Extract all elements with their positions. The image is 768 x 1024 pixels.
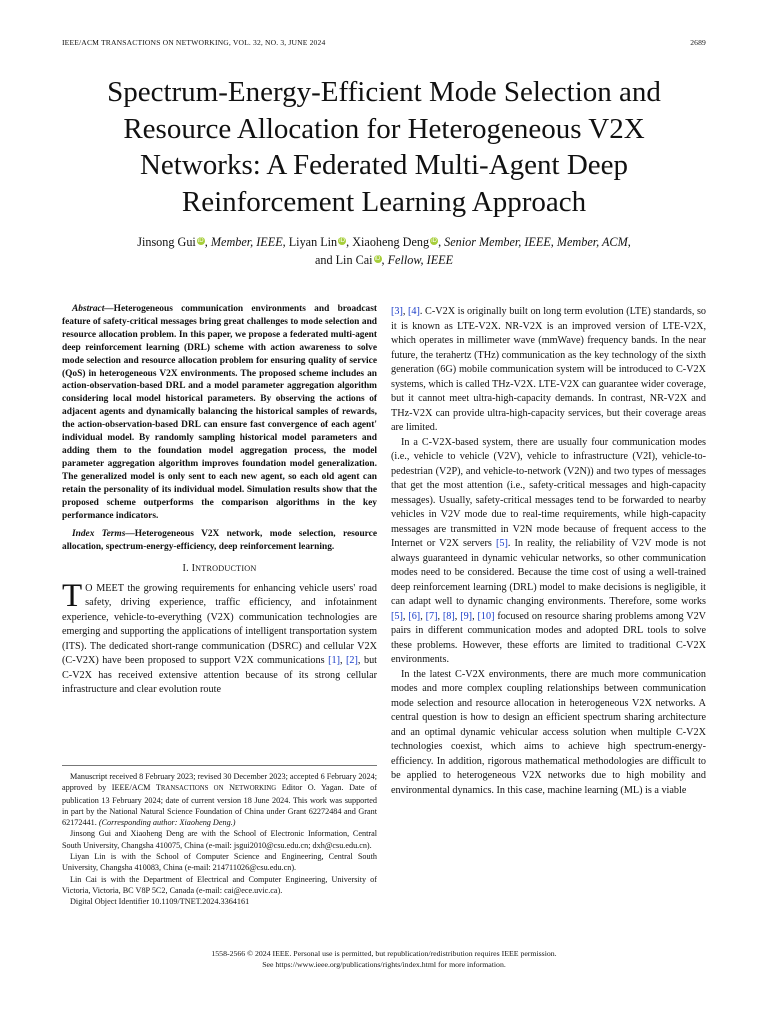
author-name: Liyan Lin: [288, 235, 338, 249]
footnote: Jinsong Gui and Xiaoheng Deng are with the School of Electronic Information, Central South University, Changsha 410075, China (e-mail: jsgui2010@csu.edu.cn; dxh@csu.edu.cn).: [62, 829, 377, 850]
footnote: Liyan Lin is with the School of Computer Science and Engineering, Central South University, Changsha 410083, China (e-mail: 214711026@csu.edu.cn).: [62, 852, 377, 873]
intro-paragraph: T O MEET the growing requirements for enhancing vehicle users' road safety, driving experience, traffic efficiency, and infotainment experience, vehicle-to-everything (V2X) communication technologies are emerging and supporting the applications of intelligent transportation system (ITS). The dedicated short-range communication (DSRC) and cellular V2X (C-V2X) have been proposed to support V2X communications [1], [2], but C-V2X has received extensive attention because of its strong cellular infrastructure and clear evolution route: [62, 577, 377, 696]
drop-cap: T: [62, 577, 83, 614]
abstract-label: Abstract—: [72, 304, 114, 314]
orcid-icon[interactable]: iD: [431, 238, 437, 244]
citation-link[interactable]: [5]: [495, 538, 508, 549]
journal-name: IEEE/ACM TRANSACTIONS ON NETWORKING, VOL. 32, NO. 3, JUNE 2024: [62, 38, 326, 47]
paper-title: Spectrum-Energy-Efficient Mode Selection and Resource Allocation for Heterogeneous V2X Networks: A Federated Multi-Agent Deep Reinforcement Learning Approach: [107, 76, 661, 218]
author-role: Member, IEEE: [210, 235, 283, 249]
intro-paragraph-continued: [3], [4]. C-V2X is originally built on long term evolution (LTE) standards, so it is known as LTE-V2X. NR-V2X is an improved version of LTE-V2X, which operates in millimeter wave (mmWave) frequency bands. In the near future, the terahertz (THz) communication as the key technology of the sixth generation (6G) mobile communication system will be introduced to C-V2X systems, which is called THz-V2X. LTE-V2X can guarantee wider coverage, but it cannot meet ultra-high-capacity demands. In contrast, NR-V2X and THz-V2X can provide ultra-high-capacity services, but their coverage areas are limited.: [391, 306, 707, 433]
citation-link[interactable]: [3]: [391, 306, 403, 317]
orcid-icon[interactable]: iD: [197, 238, 204, 244]
index-terms-text: Heterogeneous V2X network, mode selection, resource allocation, spectrum-energy-efficiency, deep reinforcement learning.: [62, 529, 377, 553]
abstract-text: Heterogeneous communication environments and broadcast feature of safety-critical messages bring great challenges to mode selection and resource allocation problem. In this paper, we propose a federated multi-agent deep reinforcement learning (DRL) scheme with action awareness to solve mode selection and resource allocation problem for ensuring quality of service (QoS) in heterogeneous V2X environments. The proposed scheme includes an action-observation-based DRL and a model parameter aggregation algorithm considering local model historical parameters. By observing the actions of adjacent agents and dynamically balancing the historical samples of rewards, the action-observation-based DRL can ensure fast convergence of each agent' individual model. By randomly sampling historical model parameters and adding them to the foundation model aggregation process, the model parameter aggregation algorithm improves foundation model generalization. The generalized model is only sent to each new agent, so each old agent can retain the personality of its individual model. Simulation results show that the proposed scheme outperforms the comparison algorithms in the key performance indicators.: [62, 304, 377, 521]
footnotes: [62, 765, 377, 908]
index-terms-label: Index Terms—: [72, 529, 135, 540]
citation-link[interactable]: [1]: [328, 655, 340, 667]
intro-paragraph: In the latest C-V2X environments, there are much more communication modes and more complex coupling relationships between communication mode selection and resource allocation in heterogeneous V2X networks. A central question is how to design an efficient spectrum sharing architecture and an optimal dynamic vehicular access solution when multiple C-V2X technologies coexist, which aims to achieve high spectrum-energy-efficiency. In addition, rigorous mathematical methodologies are difficult to be applied to heterogeneous V2X networks due to high mobility and environmental dynamics. In this case, machine learning (ML) is a viable: [391, 668, 706, 796]
page-number: 2689: [690, 38, 706, 47]
citation-link[interactable]: [6]: [408, 610, 421, 622]
section-heading: I. INTRODUCTION: [182, 563, 257, 575]
citation-link[interactable]: [9]: [460, 610, 473, 622]
intro-paragraph: In a C-V2X-based system, there are usually four communication modes (i.e., vehicle to vehicle (V2V), vehicle to infrastructure (V2I), vehicle-to-pedestrian (V2P), and vehicle-to-network (V2N)) and two types of messages that get the most attention (i.e., safety-critical messages and high-capacity messages). Usually, safety-critical messages tend to be forwarded to nearby vehicles in V2V mode due to real-time requirements, while high-capacity messages are transmitted in V2N mode because of frequent access to the Internet or V2X servers [5]. In reality, the reliability of V2V mode is not always guaranteed in dynamic vehicular networks, so other communication modes need to be considered. Because the time cost of using a well-trained deep reinforcement learning (DRL) model to make decisions is negligible, it can adapt well to dynamic changing environments. Therefore, some works [5], [6], [7], [8], [9], [10] focused on resource sharing problems among V2V pairs in different communication modes and adopted DRL tools to solve these problems. However, these efforts are limited to traditional C-V2X environments.: [391, 436, 707, 665]
footnote: Lin Cai is with the Department of Electrical and Computer Engineering, University of Victoria, Victoria, BC V8P 5C2, Canada (e-mail: cai@ece.uvic.ca).: [62, 874, 377, 895]
author-role: Fellow, IEEE: [387, 253, 454, 267]
footnote: Manuscript received 8 February 2023; revised 30 December 2023; accepted 6 February 2024; approved by IEEE/ACM TRANSACTIONS ON NETWORKING Editor O. Yagan. Date of publication 13 February 2024; date of current version 18 June 2024. This work was supported in part by the National Natural Science Foundation of China under Grant 62272484 and Grant 62172441. (Corresponding author: Xiaoheng Deng.): [62, 772, 377, 828]
footnote: Digital Object Identifier 10.1109/TNET.2024.3364161: [70, 897, 250, 907]
citation-link[interactable]: [7]: [425, 610, 438, 622]
orcid-icon[interactable]: iD: [374, 256, 381, 262]
citation-link[interactable]: [10]: [477, 610, 495, 622]
author-name: Lin Cai: [335, 253, 373, 267]
right-column: [391, 305, 706, 798]
copyright-footer: [0, 948, 768, 970]
citation-link[interactable]: [2]: [346, 655, 358, 667]
index-terms: [62, 528, 377, 554]
rights-url-line[interactable]: See https://www.ieee.org/publications/rights/index.html for more information.: [262, 960, 506, 969]
citation-link[interactable]: [5]: [391, 610, 403, 622]
abstract: [62, 303, 377, 522]
author-role: Senior Member, IEEE, Member, ACM: [444, 235, 628, 249]
left-column: [62, 303, 377, 698]
author-name: Xiaoheng Deng: [352, 235, 430, 249]
copyright-line: 1558-2566 © 2024 IEEE. Personal use is permitted, but republication/redistribution requires IEEE permission.: [211, 949, 557, 958]
running-header: [62, 38, 706, 50]
author-list: Jinsong Gui iD, Member, IEEE, Liyan Lin iD, Xiaoheng Deng iD, Senior Member, IEEE, Member, ACM, and Lin Cai iD, Fellow, IEEE: [137, 235, 631, 267]
orcid-icon[interactable]: iD: [339, 238, 345, 244]
author-name: Jinsong Gui: [137, 235, 196, 249]
citation-link[interactable]: [4]: [408, 306, 420, 317]
citation-link[interactable]: [8]: [442, 610, 455, 622]
